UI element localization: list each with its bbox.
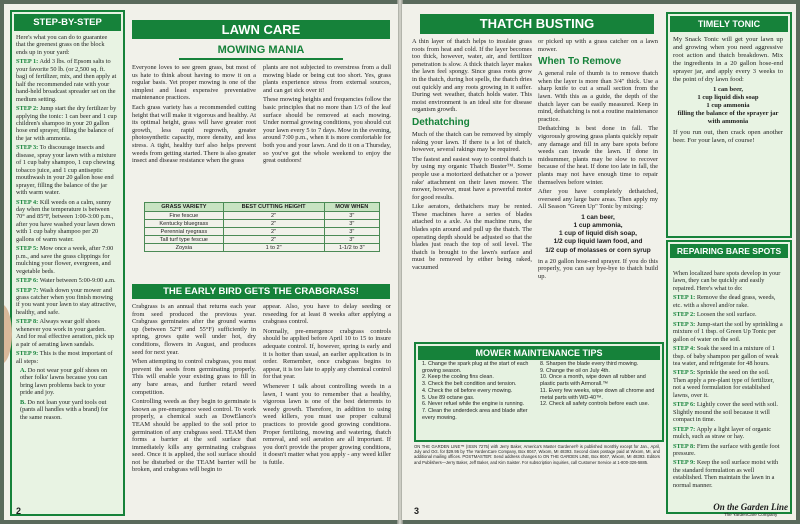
repair-step-label: STEP 4: (673, 345, 696, 353)
step-by-step-body (16, 34, 117, 510)
page-number-left: 2 (16, 506, 22, 516)
masthead-text: ON THE GARDEN LINE™ (ISSN 7275) with Jerry Baker, America's Master Gardener® is published monthly except for Jan., April, July and Oct. for $29.95 by The YardenCare Company, Box 8047, Wixom, MI 48393. Second class postage paid at Wixom, MI, and additional mailing offices. POSTMASTER: Send address changes to ON THE GARDEN LINE, Box 8047, Wixom, MI 48393. Editors and Publishers—Jerry Baker, Jeff Baker, and Kim Saister. For subscription inquiries, call Customer Service at 1-800-326-5885. (414, 444, 660, 465)
step-item (16, 350, 117, 365)
step-item-text: Mow once a week, after 7:00 p.m., and save the grass clippings for mulching your flower, evergreen, and vegetable beds. (16, 245, 114, 275)
table-header-cell: MOW WHEN (324, 203, 379, 212)
tip-item: 12. Check all safety controls before each use. (540, 401, 650, 408)
step-item-text: This is the most important of all steps: (16, 350, 113, 365)
tip-item: 3. Check the belt condition and tension. (422, 381, 517, 388)
caution-label: A. (20, 367, 27, 375)
step-by-step-list (16, 58, 117, 421)
paragraph: Controlling weeds as they begin to germinate is known as pre-emergence weed control. To work properly, a chemical such as DowElanco's TEAM should be applied to the soil prior to germination of any crabgrass seed. TEAM then forms a barrier at the soil surface that immediately kills any germinating crabgrass seed. Once it is applied, the soil surface should not be disturbed or the TEAM barrier will be broken, and crabgrass will begin to (132, 398, 256, 474)
caution-text: Do not wear your golf shoes on other folks' lawns because you can bring lawn problems back to your pride and joy. (20, 367, 108, 397)
paragraph: or picked up with a grass catcher on a lawn mower. (538, 38, 658, 53)
repair-step-label: STEP 8: (673, 442, 696, 450)
step-by-step-box (10, 10, 125, 516)
table-cell: 3" (324, 220, 379, 228)
timely-tonic-recipe (673, 86, 783, 126)
thatch-continued (538, 38, 658, 53)
repair-step-label: STEP 2: (673, 311, 696, 319)
table-cell: Zoysia (145, 244, 224, 252)
table-row (145, 212, 380, 220)
green-up-recipe-after: in a 20 gallon hose-end sprayer. If you do this properly, you can say bye-bye to thatch build up. (538, 257, 658, 281)
tip-item: 8. Sharpen the blade every third mowing. (540, 361, 639, 367)
table-header-cell: BEST CUTTING HEIGHT (223, 203, 324, 212)
repair-step (673, 321, 783, 343)
step-item-label: STEP 7: (16, 286, 39, 294)
lawn-care-column-1 (132, 64, 256, 200)
step-item-label: STEP 2: (16, 105, 39, 113)
table-cell: 2" (223, 212, 324, 220)
left-page (4, 4, 398, 520)
tip-item: 10. Once a month, wipe down all rubber and plastic parts with Armorall.™ (540, 374, 646, 388)
timely-tonic-footer: If you run out, then crack open another beer. For your lawn, of course! (673, 128, 783, 144)
thatch-busting-banner: THATCH BUSTING (420, 14, 654, 34)
step-item-text: Jump start the dry fertilizer by applying the tonic: 1 can beer and 1 cup children's shampoo in your 20 gallon hose end sprayer, filling the balance of the jar with ammonia. (16, 105, 117, 142)
table-cell: 3" (324, 236, 379, 244)
step-item-text: Kill weeds on a calm, sunny day when the temperature is between 70° and 85°F, between 1:00-3:00 p.m., after you have washed your lawn down with 1 cup baby shampoo per 20 gallons of warm water. (16, 198, 115, 243)
recipe-line: filling the balance of the sprayer jar with ammonia (677, 110, 779, 126)
repair-step (673, 459, 783, 489)
repairing-steps (673, 294, 783, 489)
repair-step-text: Remove the dead grass, weeds, etc. with a shovel and/or rake. (673, 294, 776, 309)
paragraph: Dethatching is best done in fall. The vigorously growing grass plants quickly repair any damage and fill in any bare spots before weeds can invade the lawn. If done in midsummer, plants may be slow to recover because of the heat. If done too late in fall, the plants may not have enough time to repair themselves before winter. (538, 125, 658, 186)
step-item-text: Add 3 lbs. of Epsom salts to your favorite 50 lb. (or 2,500 sq. ft. bag) of fertilizer, mix, and then apply at half the recommended rate with your hand-held broadcast spreader set on the medium setting. (16, 58, 117, 103)
tip-item: 1. Change the spark plug at the start of each growing season. (422, 361, 529, 374)
table-cell: 3" (324, 212, 379, 220)
page-number-right: 3 (414, 506, 420, 516)
table-cell: Kentucky bluegrass (145, 220, 224, 228)
step-item-label: STEP 3: (16, 144, 39, 152)
step-item (16, 58, 117, 103)
dethatching-text (412, 131, 532, 272)
repair-step-label: STEP 9: (673, 459, 696, 467)
step-item-label: STEP 4: (16, 198, 39, 206)
repair-step-text: Firm the surface with gentle foot pressure. (673, 442, 780, 457)
caution-item (16, 399, 117, 421)
repairing-box (666, 240, 792, 514)
repair-step (673, 294, 783, 309)
step-item (16, 245, 117, 275)
table-row (145, 244, 380, 252)
paragraph: These mowing heights and frequencies follow the basic principles that no more than 1/3 of the leaf surface should be removed at each mowing. Under normal growing conditions, you should cut your lawn every 5 to 7 days. Mow in the evening, around 7:00 p.m., when it is more comfortable for both you and your lawn. And do it on a Thursday, so you've got the whole weekend to enjoy the great outdoors! (263, 96, 391, 165)
caution-text: Do not loan your yard tools out (pants all handles with a brand) for the same reason. (20, 398, 109, 421)
tip-item: 11. Every few weeks, wipe down all chrome and metal parts with WD-40™. (540, 387, 655, 401)
recipe-line: 1 can beer, (581, 213, 615, 221)
paragraph: The fastest and easiest way to control thatch is by using my organic Thatch Buster™. Some people use a motorized dethatcher or a 'power rake' attachment on their lawn mower. The mower, however, must have a powerful motor for good results. (412, 155, 532, 201)
recipe-line: 1 cup liquid dish soap (697, 94, 759, 102)
recipe-line: 1/2 cup of molasses or corn syrup (545, 246, 651, 254)
mowing-mania-underline (179, 58, 343, 60)
step-item-label: STEP 1: (16, 58, 39, 66)
step-item-text: Water between 5:00-9:00 a.m. (39, 277, 116, 285)
repair-step-text: Lightly cover the seed with soil. Slightly mound the soil because it will compact in time. (673, 401, 778, 424)
paragraph: appear. Also, you have to delay seeding or reseeding for at least 8 weeks after applying a crabgrass control. (263, 303, 391, 326)
mower-tips-left (422, 361, 536, 437)
tip-item: 9. Change the oil on July 4th. (540, 367, 610, 374)
grass-height-table (144, 202, 380, 252)
table-row (145, 236, 380, 244)
table-cell: 3" (324, 228, 379, 236)
repair-step (673, 345, 783, 367)
repairing-body (673, 270, 783, 508)
table-cell: Tall turf type fescue (145, 236, 224, 244)
table-row (145, 220, 380, 228)
step-item (16, 199, 117, 244)
tip-item: 5. Use 89 octane gas. (422, 394, 475, 401)
repair-step-text: Sprinkle the seed on the soil. Then apply a pre-plant type of fertilizer, not a weed formulation for established lawns, over it. (673, 369, 774, 399)
table-cell: Fine fescue (145, 212, 224, 220)
caution-item (16, 367, 117, 397)
thatch-column-1 (412, 38, 532, 338)
repair-step (673, 443, 783, 458)
step-by-step-title: STEP-BY-STEP (14, 14, 121, 31)
mowing-mania-title: MOWING MANIA (217, 44, 305, 56)
thatch-intro (412, 38, 532, 114)
step-item-text: Wash down your mower and grass catcher when you finish mowing if you want your lawn to stay attractive, healthy, and safe. (16, 286, 117, 316)
repair-step-label: STEP 6: (673, 401, 696, 409)
repair-step-text: Soak the seed in a mixture of 1 tbsp. of baby shampoo per gallon of weak tea water, and refrigerate for 48 hours. (673, 345, 779, 367)
logo-title: On the Garden Line (713, 502, 788, 512)
paragraph: Crabgrass is an annual that returns each year from seed produced the previous year. Crabgrass germinates after the ground warms up (between 52°F and 55°F) sufficiently in spring, grows quite well under hot, dry conditions, flowers in August, and produces seed for next year. (132, 303, 256, 356)
repair-step-text: Keep the soil surface moist with the standard formulation as well established. Then maintain the lawn in a normal manner. (673, 459, 779, 489)
repair-step (673, 426, 783, 441)
logo-subtitle: The YardenCare Company (723, 512, 778, 517)
step-item-label: STEP 8: (16, 318, 39, 326)
table-header-cell: GRASS VARIETY (145, 203, 224, 212)
paragraph: Like aerators, dethatchers may be rented. These machines have a series of blades attached to a axle. As the machine runs, the blades spin around and pull up the thatch. The operating depth should be adjusted so that the blades just reach the top of soil level. The thatch is brought to the lawn's surface and must be removed by either being raked, vacuumed (412, 203, 532, 272)
repair-step (673, 311, 783, 318)
green-up-recipe (538, 214, 658, 255)
paragraph: Normally, pre-emergence crabgrass controls should be applied before April 10 to 15 to insure adequate control. If, however, spring is early and it is hotter than usual, an earlier application is in order. Remember, once crabgrass begins to appear, it is too late to apply any chemical control for that year. (263, 327, 391, 381)
repairing-title: REPAIRING BARE SPOTS (670, 244, 788, 258)
repair-step (673, 369, 783, 399)
dethatching-title: Dethatching (412, 116, 470, 128)
mower-tips-title: MOWER MAINTENANCE TIPS (418, 346, 660, 360)
timely-tonic-body (673, 36, 783, 232)
recipe-line: 1 can beer, (713, 86, 743, 94)
repairing-intro: When localized bare spots develop in your lawn, they can be quickly and easily repaired. Here's what to do: (673, 270, 781, 292)
lawn-care-column-2 (263, 64, 391, 200)
recipe-line: 1 cup ammonia (706, 102, 750, 110)
right-page (402, 4, 796, 520)
grass-table-header (145, 203, 380, 212)
publisher-logo (713, 502, 788, 517)
timely-tonic-title: TIMELY TONIC (670, 16, 788, 32)
paragraph: Everyone loves to see green grass, but most of us hate to think about having to mow it on a regular basis. Yet proper mowing is one of the simplest and least expensive preventative maintenance practices. (132, 64, 256, 102)
repair-step (673, 401, 783, 423)
tip-item: 7. Clean the underdeck area and blade after every mowing. (422, 407, 528, 421)
step-item (16, 287, 117, 317)
step-item-label: STEP 6: (16, 277, 39, 285)
repair-step-label: STEP 7: (673, 425, 696, 433)
paragraph: A general rule of thumb is to remove thatch when the layer is more than 3/4" thick. Use a sharp knife to cut a small section from the lawn. With this as a guide, the depth of the thatch layer can be easily measured. Keep in mind, dethatching is not a routine maintenance practice. (538, 70, 658, 123)
tip-item: 2. Keep the cooling fins clean. (422, 374, 494, 381)
table-row (145, 228, 380, 236)
paragraph: plants are not subjected to overstress from a dull mowing blade or being cut too short. Yes, grass plants experience stress from external sources, and can get sick over it! (263, 64, 391, 94)
table-cell: Perennial ryegrass (145, 228, 224, 236)
step-by-step-intro: Here's what you can do to guarantee that the greenest grass on the block ends up in your yard: (16, 34, 108, 56)
tip-item: 6. Never refuel while the engine is running. (422, 401, 525, 408)
early-bird-column-1 (132, 303, 256, 507)
paragraph: A thin layer of thatch helps to insulate grass roots from heat and cold. If the layer becomes too thick, however, water, air, and fertilizer penetration is slow. A thick thatch layer makes the lawn feel spongy. Since grass roots grow in the thatch, during hot spells, the thatch dries out quickly and any roots growing in it suffer. During wet weather, thatch holds water. This moist environment is an ideal site for disease organism growth. (412, 38, 532, 114)
paragraph: After you have completely dethatched, overseed any large bare areas. Then apply my All Season "Green Up" Tonic by mixing: (538, 188, 658, 211)
table-cell: 1-1/2 to 3" (324, 244, 379, 252)
paragraph: Much of the thatch can be removed by simply raking your lawn. If there is a lot of thatch, however, several rakings may be required. (412, 130, 532, 154)
early-bird-column-2 (263, 303, 391, 507)
recipe-line: 1 cup ammonia, (573, 222, 623, 230)
mower-tips-box (414, 342, 664, 442)
paragraph: When attempting to control crabgrass, you must prevent the seeds from germinating properly. This will enable your existing grass to fill in any bare areas, and further retard weed competition. (132, 358, 256, 396)
repair-step-text: Loosen the soil surface. (696, 311, 757, 319)
step-item-label: STEP 5: (16, 245, 39, 253)
recipe-line: 1 cup of liquid dish soap, (558, 230, 637, 238)
paragraph: Each grass variety has a recommended cutting height that will make it vigorous and healthy. At its optimal height, grass will have greater root growth, less rapid regrowth, greater photosynthetic capacity, more density, and less stress. A tight, healthy turf also helps prevent weeds from getting started. There is also greater insect and disease resistance when the grass (132, 103, 256, 165)
timely-tonic-box (666, 12, 792, 238)
step-item (16, 144, 117, 196)
repair-step-label: STEP 3: (673, 320, 696, 328)
tip-item: 4. Check the oil before every mowing. (422, 387, 513, 394)
paragraph: Whenever I talk about controlling weeds in a lawn, I want you to remember that a healthy, vigorous lawn is one of the best deterrents to weedy growth. Therefore, in addition to using weed killers, you must use proper cultural practices to provide good growing conditions. Proper fertilizing, mowing and watering, thatch removal, and soil aeration are all important. If you don't provide the proper growing conditions, it doesn't matter what you apply - any weed killer is futile. (263, 382, 391, 466)
table-cell: 2" (223, 228, 324, 236)
step-item (16, 318, 117, 348)
step-item-label: STEP 9: (16, 350, 39, 358)
lawn-care-banner: LAWN CARE (132, 20, 390, 39)
step-item (16, 277, 117, 284)
thatch-column-2 (538, 38, 658, 338)
recipe-line: 1/2 cup liquid lawn food, and (553, 238, 643, 246)
when-to-remove-title: When To Remove (538, 56, 622, 68)
table-cell: 2" (223, 236, 324, 244)
repair-step-text: Apply a light layer of organic mulch, such as straw or hay. (673, 425, 772, 441)
repair-step-label: STEP 1: (673, 294, 696, 302)
step-item-text: Always wear golf shoes whenever you work in your garden. And for real effective aeration, pick up a pair of aerating lawn sandals. (16, 318, 114, 348)
caution-label: B. (20, 398, 26, 406)
early-bird-banner: THE EARLY BIRD GETS THE CRABGRASS! (132, 284, 390, 299)
when-to-remove-text (538, 70, 658, 211)
table-cell: 1 to 2" (223, 244, 324, 252)
step-item-text: To discourage insects and disease, spray your lawn with a mixture of 1 cup baby shampoo, 1 cup chewing tobacco juice, and 1 cup antiseptic mouthwash in your 20 gallon hose end sprayer, filling the balance of the jar with warm water. (16, 144, 117, 197)
timely-tonic-text: My Snack Tonic will get your lawn up and growing when you need aggressive root action and thatch breakdown. Mix the ingredients in a 20 gallon hose-end sprayer jar, and apply every 3 weeks to the point of dry lawn food: (673, 36, 783, 83)
repair-step-text: Jump-start the soil by sprinkling a mixture of 1 tbsp. of Green Up Tonic per gallon of water on the soil. (673, 320, 783, 343)
mower-tips-right (540, 361, 656, 437)
repair-step-label: STEP 5: (673, 369, 696, 377)
step-item (16, 105, 117, 142)
table-cell: 2" (223, 220, 324, 228)
